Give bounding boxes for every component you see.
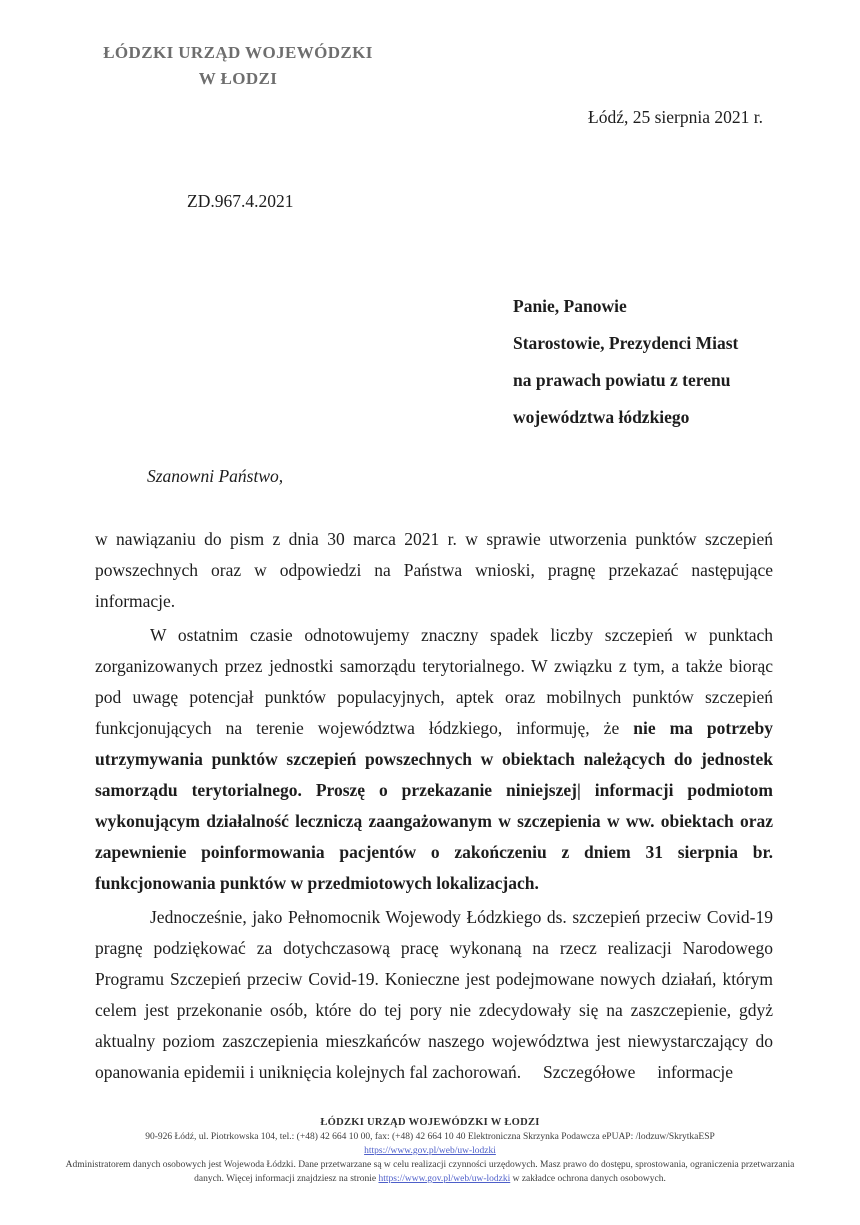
addressee-line: na prawach powiatu z terenu [513, 370, 731, 390]
footer-address-line: 90-926 Łódź, ul. Piotrkowska 104, tel.: (+48) 42 664 10 00, fax: (+48) 42 664 10 40 Elektroniczna Skrzynka Podawcza ePUAP: /lodzuw/SkrytkaESP [145, 1132, 715, 1142]
privacy-note-text-after: w zakładce ochrona danych osobowych. [510, 1174, 666, 1184]
addressee-line: Panie, Panowie [513, 296, 627, 316]
footer-website-row [55, 1144, 805, 1158]
date-line: Łódź, 25 sierpnia 2021 r. [588, 107, 763, 127]
addressee-line: województwa łódzkiego [513, 407, 690, 427]
text-run: W ostatnim czasie odnotowujemy znaczny spadek liczby szczepień w punktach zorganizowanych przez jednostki samorządu terytorialnego. W związku z tym, a także biorąc pod uwagę potencjał punktów populacyjnych, aptek oraz mobilnych punktów szczepień funkcjonujących na terenie województwa łódzkiego, informuję, że [95, 625, 773, 738]
body-paragraph [95, 902, 773, 1088]
footer-org-name: ŁÓDZKI URZĄD WOJEWÓDZKI W ŁODZI [320, 1117, 540, 1128]
text-run: w nawiązaniu do pism z dnia 30 marca 2021 r. w sprawie utworzenia punktów szczepień powszechnych oraz w odpowiedzi na Państwa wnioski, pragnę przekazać następujące informacje. [95, 529, 773, 611]
footer-privacy-note [55, 1158, 805, 1186]
addressee-block [513, 288, 738, 436]
bold-text-run: nie ma potrzeby utrzymywania punktów szczepień powszechnych w obiektach należących do jednostek samorządu terytorialnego. Proszę o przekazanie niniejszej| informacji podmiotom wykonującym działalność leczniczą zaangażowanym w szczepienia w ww. obiektach oraz zapewnienie poinformowania pacjentów o zakończeniu z dniem 31 sierpnia br. funkcjonowania punktów w przedmiotowych lokalizacjach. [95, 718, 773, 893]
footer [55, 1116, 805, 1186]
privacy-note-link[interactable]: https://www.gov.pl/web/uw-lodzki [378, 1174, 511, 1184]
body-paragraph [95, 620, 773, 899]
privacy-note-text-before: Administratorem danych osobowych jest Wojewoda Łódzki. Dane przetwarzane są w celu realizacji czynności urzędowych. Masz prawo do dostępu, sprostowania, ograniczenia przetwarzania danych. Więcej informacji znajdziesz na stronie [65, 1160, 795, 1184]
letter-body [95, 524, 773, 1091]
letterhead-org-name-line2: W ŁODZI [198, 69, 278, 88]
footer-website-link[interactable]: https://www.gov.pl/web/uw-lodzki [364, 1146, 496, 1156]
body-paragraph [95, 524, 773, 617]
reference-number: ZD.967.4.2021 [187, 191, 294, 211]
letterhead [88, 40, 388, 92]
letterhead-org-name-line1: ŁÓDZKI URZĄD WOJEWÓDZKI [103, 43, 373, 62]
salutation: Szanowni Państwo, [147, 466, 284, 486]
addressee-line: Starostowie, Prezydenci Miast [513, 333, 739, 353]
text-run: Jednocześnie, jako Pełnomocnik Wojewody Łódzkiego ds. szczepień przeciw Covid-19 pragnę podziękować za dotychczasową pracę wykonaną na rzecz realizacji Narodowego Programu Szczepień przeciw Covid-19. Konieczne jest podejmowane nowych działań, którym celem jest przekonanie osób, które do tej pory nie zdecydowały się na zaszczepienie, gdyż aktualny poziom zaszczepienia mieszkańców naszego województwa jest niewystarczający do opanowania epidemii i uniknięcia kolejnych fal zachorowań. Szczegółowe informacje [95, 907, 773, 1082]
